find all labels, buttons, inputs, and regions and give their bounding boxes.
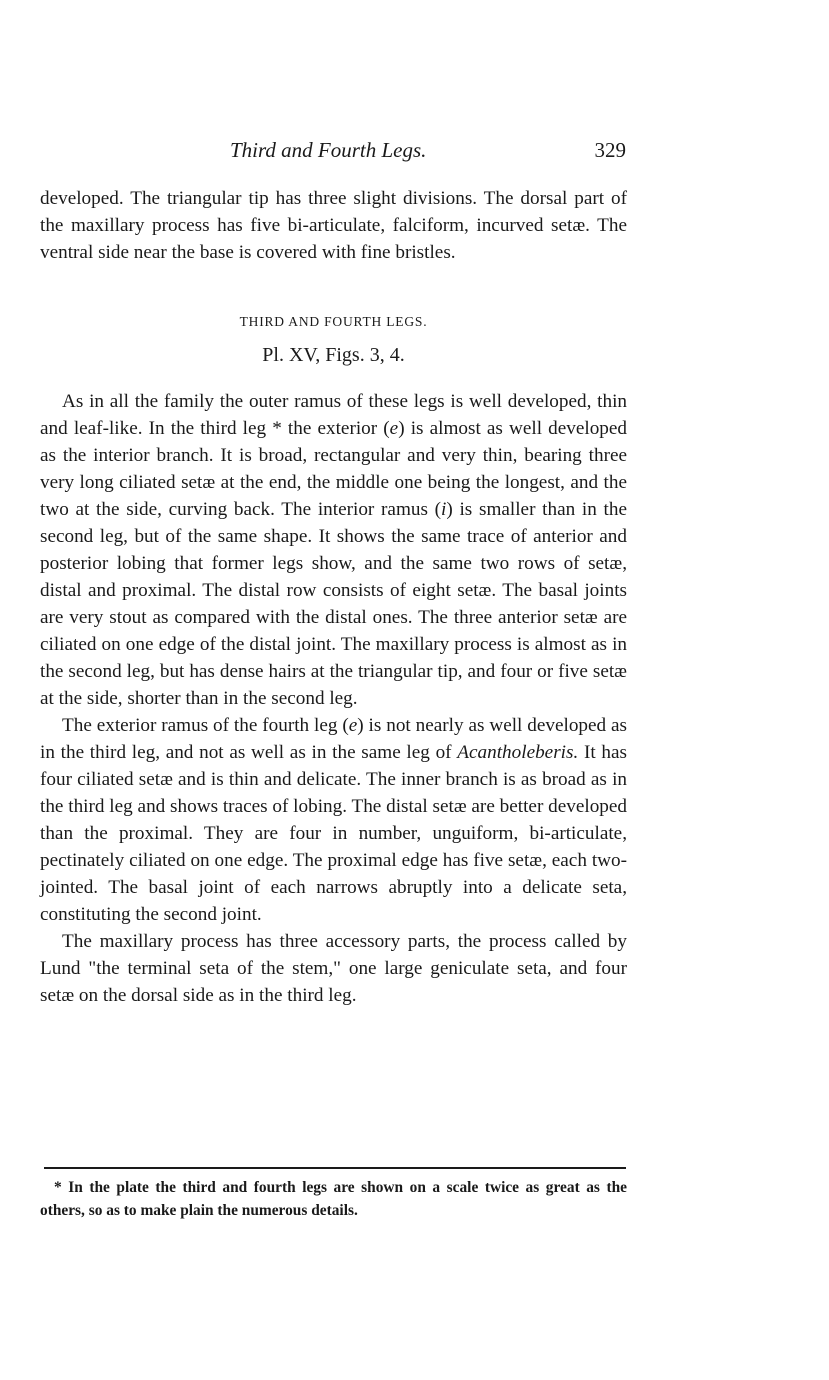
- genus-name: Acantholeberis.: [457, 742, 579, 763]
- text-run: ) is smaller than in the second leg, but of the same shape. It shows the same trace of anterior and posterior lobing that former legs show, and the same two rows of setæ, distal and proximal. The distal row consists of eight setæ. The basal joints are very stout as compared with the distal ones. The three anterior setæ are ciliated on one edge of the distal joint. The maxillary process is almost as in the second leg, but has dense hairs at the triangular tip, and four or five setæ at the side, shorter than in the second leg.: [40, 499, 627, 709]
- text-run: It has four ciliated setæ and is thin and delicate. The inner branch is as broad as in the third leg and shows traces of lobing. The distal setæ are better developed than the proximal. They are four in number, unguiform, bi-articulate, pectinately ciliated on one edge. The proximal edge has five setæ, each two-jointed. The basal joint of each narrows abruptly into a delicate seta, constituting the second joint.: [40, 742, 627, 925]
- text-run: As in all the family the outer ramus of these legs is well developed, thin and leaf-like. In the third leg * the exterior (: [40, 391, 627, 439]
- italic-label-e: e: [348, 715, 358, 736]
- text-run: ) is not nearly as well developed as in the third leg, and not as well as in the same leg of: [40, 715, 627, 763]
- page-number: 329: [594, 138, 626, 162]
- page-header: [40, 138, 626, 168]
- continuation-block: [40, 185, 627, 266]
- italic-label-i: i: [441, 499, 447, 520]
- footnote-rule: [44, 1167, 626, 1169]
- italic-label-e: e: [389, 418, 399, 439]
- paragraph-fourth-leg: [40, 712, 627, 928]
- body-text: [40, 388, 627, 1009]
- text-run: ) is almost as well developed as the interior branch. It is broad, rectangular and very thin, bearing three very long ciliated setæ at the end, the middle one being the longest, and the two at the side, curving back. The interior ramus (: [40, 418, 628, 520]
- continuation-paragraph: developed. The triangular tip has three slight divisions. The dorsal part of the maxillary process has five bi-articulate, falciform, incurved setæ. The ventral side near the base is covered with fine bristles.: [40, 188, 627, 263]
- paragraph-third-leg: [40, 388, 627, 712]
- running-title: Third and Fourth Legs.: [230, 138, 427, 162]
- plate-reference: Pl. XV, Figs. 3, 4.: [262, 344, 405, 366]
- paragraph-maxillary-process: The maxillary process has three accessory parts, the process called by Lund "the terminal seta of the stem," one large geniculate seta, and four setæ on the dorsal side as in the third leg.: [40, 931, 627, 1006]
- footnote: [40, 1176, 627, 1222]
- footnote-text: * In the plate the third and fourth legs are shown on a scale twice as great as the others, so as to make plain the numerous details.: [40, 1179, 627, 1219]
- section-heading: THIRD AND FOURTH LEGS.: [239, 314, 428, 329]
- text-run: The exterior ramus of the fourth leg (: [62, 715, 349, 736]
